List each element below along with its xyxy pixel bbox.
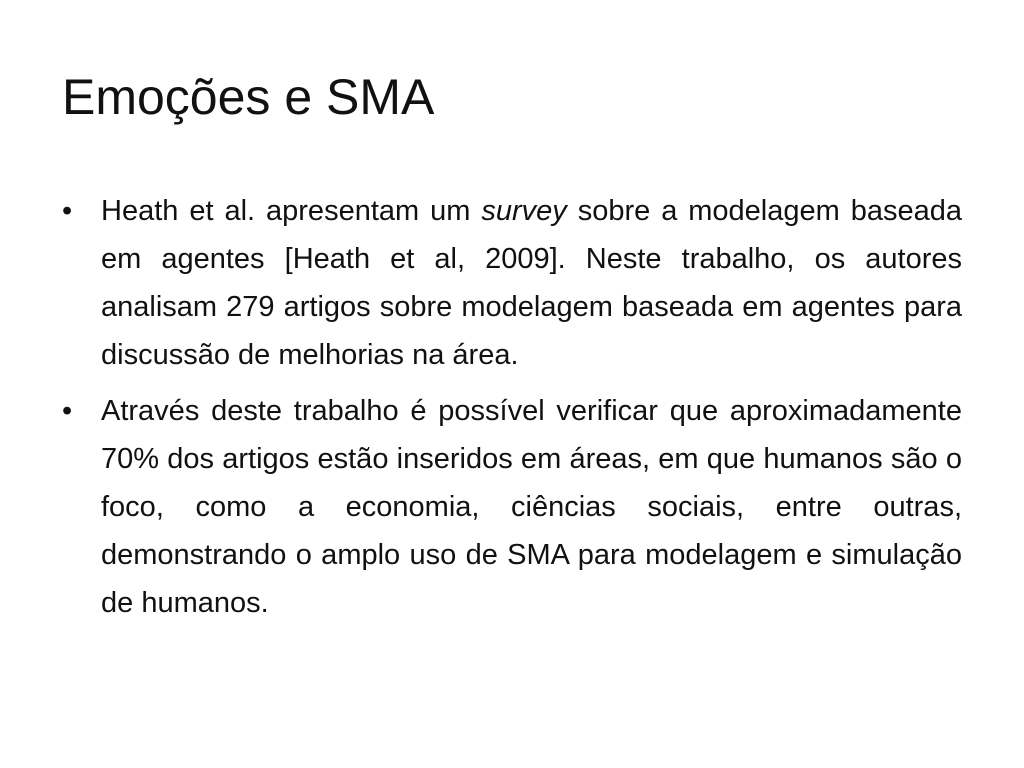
bullet-text-emphasis: survey bbox=[481, 195, 567, 227]
bullet-item bbox=[62, 387, 962, 627]
bullet-text bbox=[101, 195, 962, 371]
slide-title: Emoções e SMA bbox=[62, 69, 435, 125]
bullet-marker: • bbox=[62, 195, 73, 227]
bullet-text-end: sobre a modelagem baseada em agentes [Heath et al, 2009]. Neste trabalho, os autores analisam 279 artigos sobre modelagem baseada em agentes para discussão de melhorias na área. bbox=[101, 195, 962, 371]
bullet-list bbox=[62, 187, 962, 635]
bullet-marker: • bbox=[62, 395, 73, 427]
bullet-item bbox=[62, 187, 962, 379]
bullet-text-start: Heath et al. apresentam um bbox=[101, 195, 482, 227]
bullet-text: Através deste trabalho é possível verificar que aproximadamente 70% dos artigos estão inseridos em áreas, em que humanos são o foco, como a economia, ciências sociais, entre outras, demonstrando o amplo uso de SMA para modelagem e simulação de humanos. bbox=[101, 395, 962, 619]
